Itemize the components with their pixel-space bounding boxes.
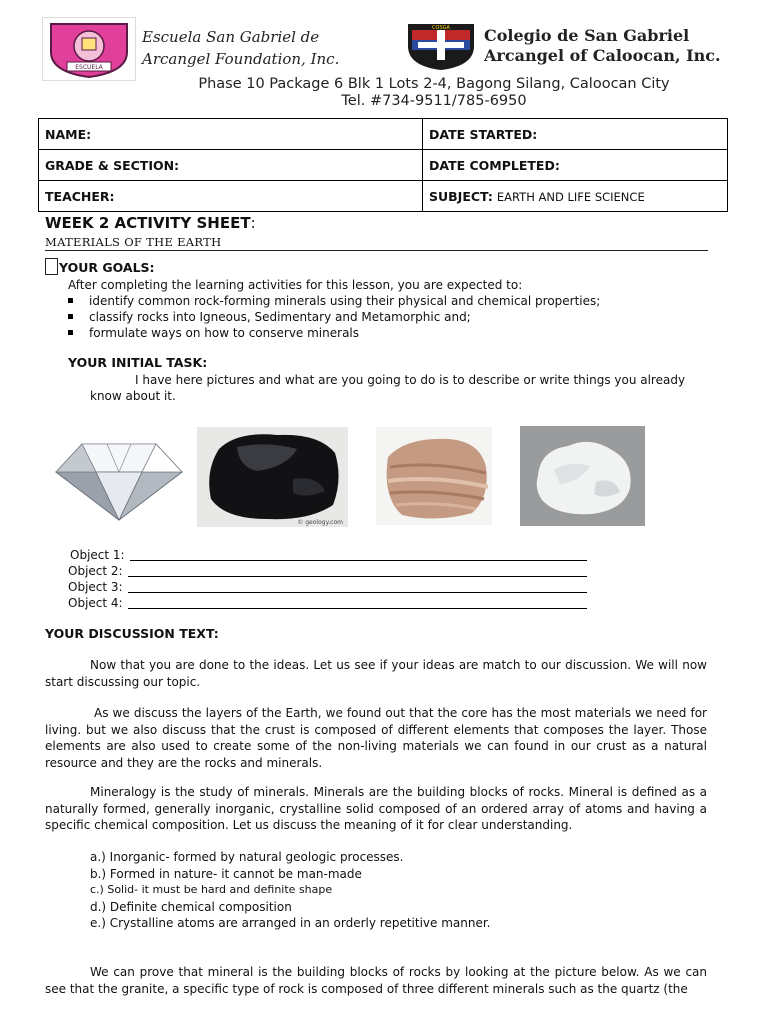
school-right-line2: Arcangel of Caloocan, Inc. <box>484 46 721 65</box>
goals-intro: After completing the learning activities for this lesson, you are expected to: <box>68 278 523 292</box>
teacher-cell[interactable] <box>39 181 423 212</box>
initial-task-line1: I have here pictures and what are you going to do is to describe or write things you already <box>135 373 686 387</box>
name-cell[interactable] <box>39 119 423 150</box>
initial-task-line2: know about it. <box>90 389 176 403</box>
image-credit: © geology.com <box>297 519 343 526</box>
lesson-title: MATERIALS OF THE EARTH <box>45 235 222 249</box>
date-completed-label: DATE COMPLETED: <box>429 157 560 173</box>
week-title-colon: : <box>250 214 256 232</box>
goals-heading-row <box>45 258 155 275</box>
title-divider <box>45 250 708 251</box>
subject-cell <box>423 181 728 212</box>
grade-section-cell[interactable] <box>39 150 423 181</box>
school-address: Phase 10 Package 6 Blk 1 Lots 2-4, Bagong Silang, Caloocan City <box>198 76 670 92</box>
colegio-seal-text: COSGA <box>432 25 450 31</box>
object-3-answer-line[interactable] <box>128 592 587 593</box>
initial-task-heading: YOUR INITIAL TASK: <box>68 355 208 370</box>
discussion-paragraph-3: Mineralogy is the study of minerals. Minerals are the building blocks of rocks. Mineral is defined as a naturally formed, generally inorganic, crystalline solid composed of an ordered array of atoms and having a specific chemical composition. Let us discuss the meaning of it for clear understanding. <box>45 785 707 832</box>
school-name-right <box>484 26 721 66</box>
bullet-icon <box>68 298 73 303</box>
discussion-paragraph-4: We can prove that mineral is the building blocks of rocks by looking at the picture below. As we can see that the granite, a specific type of rock is composed of three different minerals such as the quartz (the <box>45 965 707 996</box>
object-2-answer-line[interactable] <box>128 576 587 577</box>
list-item: d.) Definite chemical composition <box>90 899 292 914</box>
object-4-answer-line[interactable] <box>128 608 587 609</box>
object-3-label: Object 3: <box>68 580 123 594</box>
escuela-logo <box>42 17 136 81</box>
obsidian-image <box>197 427 348 527</box>
subject-value: EARTH AND LIFE SCIENCE <box>496 189 645 204</box>
school-left-line1: Escuela San Gabriel de <box>142 28 320 46</box>
colegio-logo <box>404 20 478 72</box>
week-title: WEEK 2 ACTIVITY SHEET <box>45 214 251 232</box>
list-item: a.) Inorganic- formed by natural geologic processes. <box>90 850 404 864</box>
date-completed-cell[interactable] <box>423 150 728 181</box>
object-2-label: Object 2: <box>68 564 123 578</box>
goal-item: classify rocks into Igneous, Sedimentary and Metamorphic and; <box>68 309 471 325</box>
subject-label: SUBJECT: <box>429 188 493 204</box>
date-started-cell[interactable] <box>423 119 728 150</box>
mineral-properties-list <box>90 849 491 932</box>
object-1-answer-line[interactable] <box>130 560 587 561</box>
grade-section-label: GRADE & SECTION: <box>45 157 180 173</box>
list-item: b.) Formed in nature- it cannot be man-made <box>90 866 362 881</box>
student-info-table <box>38 118 728 212</box>
list-item: e.) Crystalline atoms are arranged in an orderly repetitive manner. <box>90 916 491 930</box>
diamond-image <box>52 432 186 524</box>
discussion-paragraph-1: Now that you are done to the ideas. Let us see if your ideas are match to our discussion. We will now start discussing our topic. <box>45 658 707 689</box>
checkbox-icon <box>45 258 58 275</box>
school-telephone: Tel. #734-9511/785-6950 <box>341 93 527 109</box>
discussion-paragraph-2: As we discuss the layers of the Earth, we found out that the core has the most materials we need for living. but we also discuss that the crust is composed of different elements that composes the layer. Those elements are also used to create some of the non-living materials we can found in our crust as a natural resource and they are the rocks and minerals. <box>45 706 707 770</box>
page-title <box>45 214 256 232</box>
discussion-heading: YOUR DISCUSSION TEXT: <box>45 626 219 641</box>
escuela-seal-text: ESCUELA <box>75 64 103 71</box>
bullet-icon <box>68 314 73 319</box>
list-item: c.) Solid- it must be hard and definite shape <box>90 883 333 896</box>
school-left-line2: Arcangel Foundation, Inc. <box>142 50 340 68</box>
marble-image <box>520 426 645 526</box>
date-started-label: DATE STARTED: <box>429 126 538 142</box>
object-4-label: Object 4: <box>68 596 123 610</box>
name-label: NAME: <box>45 126 92 142</box>
goal-item: identify common rock-forming minerals using their physical and chemical properties; <box>68 293 600 309</box>
goals-heading: YOUR GOALS: <box>59 260 155 275</box>
school-name-left <box>142 26 339 70</box>
school-right-line1: Colegio de San Gabriel <box>484 26 690 45</box>
school-address-block <box>0 76 768 110</box>
sandstone-image <box>376 427 492 525</box>
goal-item: formulate ways on how to conserve minerals <box>68 325 359 341</box>
bullet-icon <box>68 330 73 335</box>
object-1-label: Object 1: <box>70 548 125 562</box>
teacher-label: TEACHER: <box>45 188 115 204</box>
